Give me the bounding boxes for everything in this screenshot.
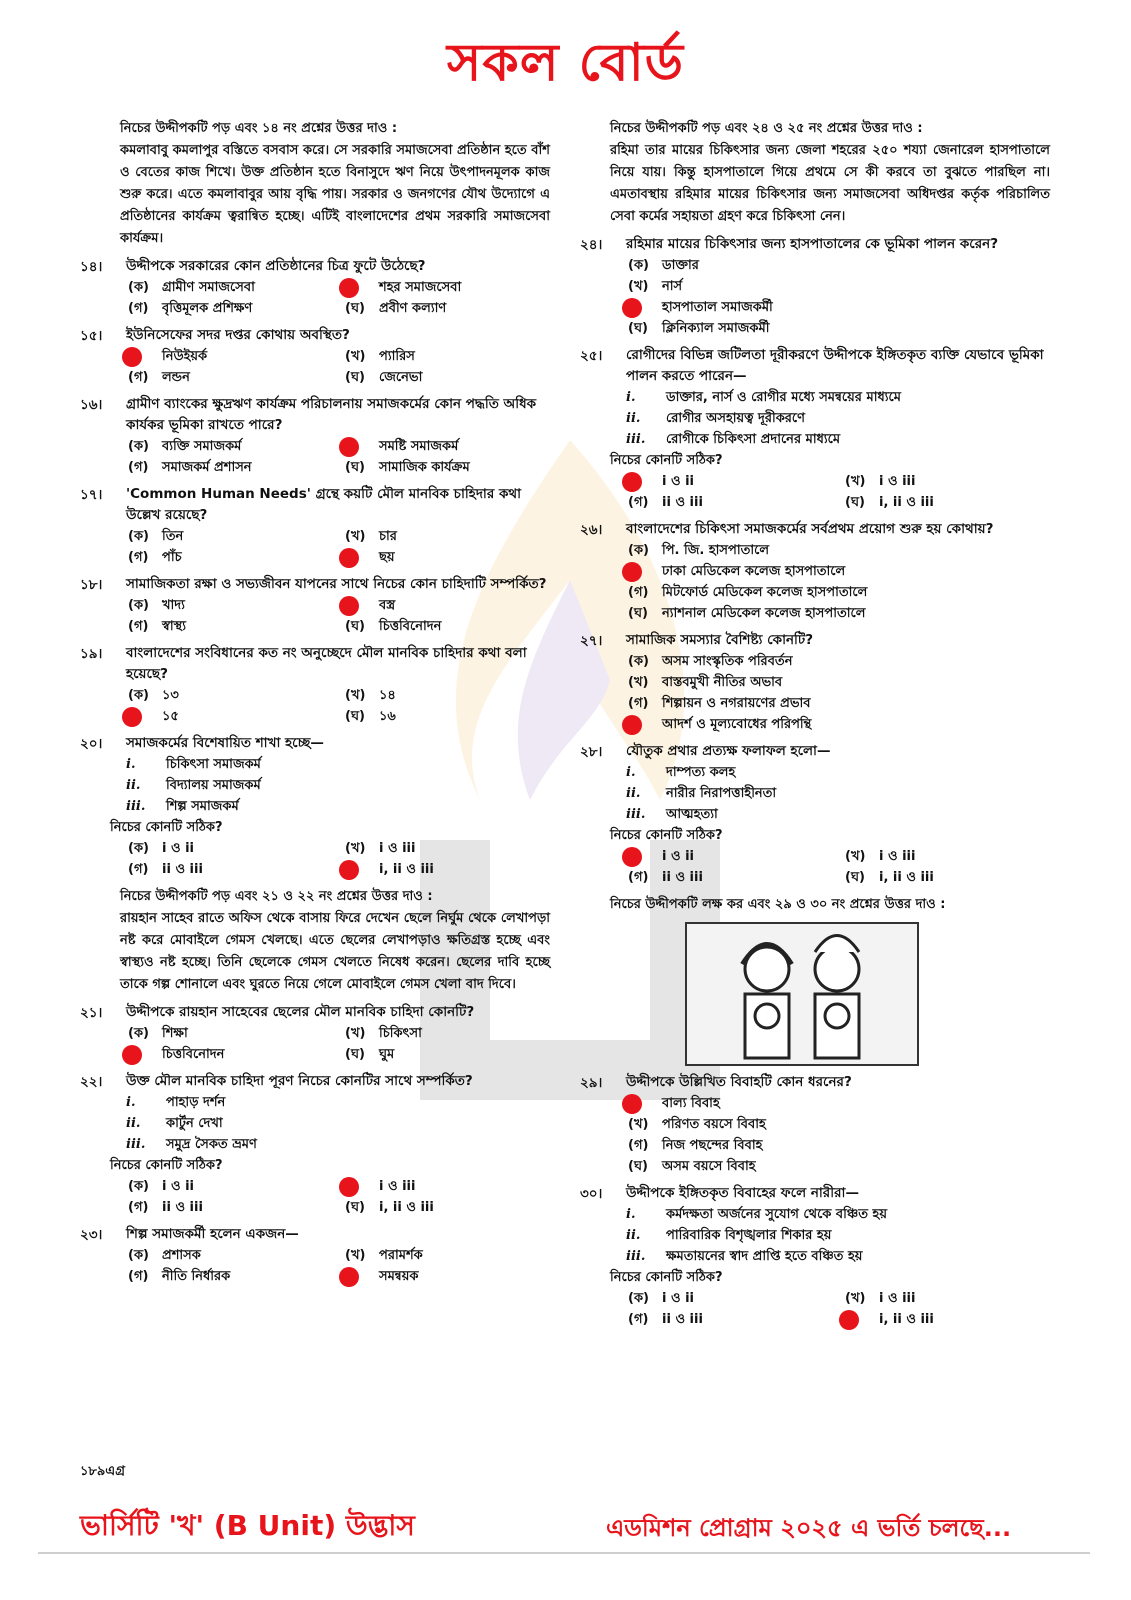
question-23: ২৩। শিল্প সমাজকর্মী হলেন একজন— (ক) প্রশাসক (খ) পরামর্শক (গ) নীতি নির্ধারক সমন্বয়ক	[80, 1224, 550, 1287]
answer-mark	[622, 298, 642, 318]
question-19: ১৯। বাংলাদেশের সংবিধানের কত নং অনুচ্ছেদে মৌল মানবিক চাহিদার কথা বলা হয়েছে? (ক) ১৩ (খ) ১৪ ১৫ (ঘ) ১৬	[80, 643, 550, 727]
option[interactable]: (গ) ii ও iii	[128, 862, 203, 877]
answer-mark	[622, 472, 642, 492]
stimulus-passage: নিচের উদ্দীপকটি লক্ষ কর এবং ২৯ ও ৩০ নং প্রশ্নের উত্তর দাও :	[610, 897, 946, 912]
option[interactable]: (ক) গ্রামীণ সমাজসেবা	[128, 280, 255, 295]
option[interactable]: (খ) ১৪	[345, 688, 396, 703]
option[interactable]: (ঘ) জেনেভা	[345, 370, 423, 385]
option[interactable]: (ক) শিক্ষা	[128, 1026, 188, 1041]
option[interactable]: (গ) লন্ডন	[128, 370, 190, 385]
question-20: ২০। সমাজকর্মের বিশেষায়িত শাখা হচ্ছে— i. চিকিৎসা সমাজকর্ম ii. বিদ্যালয় সমাজকর্ম iii. শিল্প সমাজকর্ম নিচের কোনটি সঠিক? (ক) i ও ii (খ) i ও iii (গ) ii ও iii i, ii ও iii	[80, 733, 550, 880]
answer-mark	[839, 1310, 859, 1330]
option[interactable]: (ঘ) ক্লিনিক্যাল সমাজকর্মী	[628, 321, 770, 336]
option[interactable]: (খ) পরিণত বয়সে বিবাহ	[628, 1117, 766, 1132]
option-marked[interactable]: নিউইয়র্ক	[126, 346, 333, 367]
option[interactable]: (ঘ) i, ii ও iii	[845, 495, 934, 510]
option-marked[interactable]: চিত্তবিনোদন	[126, 1044, 333, 1065]
question-24: ২৪। রহিমার মায়ের চিকিৎসার জন্য হাসপাতালের কে ভূমিকা পালন করেন? (ক) ডাক্তার (খ) নার্স হাসপাতাল সমাজকর্মী (ঘ) ক্লিনিক্যাল সমাজকর্মী	[580, 234, 1050, 339]
footer-brand: ভার্সিটি 'খ' (B Unit) উদ্ভাস	[80, 1509, 415, 1542]
option[interactable]: (ক) তিন	[128, 529, 184, 544]
option-marked[interactable]: i ও ii	[626, 846, 833, 867]
option[interactable]: (ঘ) ঘুম	[345, 1047, 395, 1062]
question-30: ৩০। উদ্দীপকে ইঙ্গিতকৃত বিবাহের ফলে নারীরা— i. কর্মদক্ষতা অর্জনের সুযোগ থেকে বঞ্চিত হয় ii. পারিবারিক বিশৃঙ্খলার শিকার হয় iii. ক্ষমতায়নের স্বাদ প্রাপ্তি হতে বঞ্চিত হয় নিচের কোনটি সঠিক? (ক) i ও ii (খ) i ও iii (গ) ii ও iii i, ii ও iii	[580, 1183, 1050, 1330]
option-marked[interactable]: i, ii ও iii	[843, 1309, 1050, 1330]
answer-mark	[339, 437, 359, 457]
page-title: সকল বোর্ড	[447, 33, 684, 93]
question-26: ২৬। বাংলাদেশের চিকিৎসা সমাজকর্মের সর্বপ্রথম প্রয়োগ শুরু হয় কোথায়? (ক) পি. জি. হাসপাতালে ঢাকা মেডিকেল কলেজ হাসপাতালে (গ) মিটফোর্ড মেডিকেল কলেজ হাসপাতালে (ঘ) ন্যাশনাল মেডিকেল কলেজ হাসপাতালে	[580, 519, 1050, 624]
option-marked[interactable]: ছয়	[343, 547, 550, 568]
option[interactable]: (ঘ) চিত্তবিনোদন	[345, 619, 442, 634]
answer-mark	[339, 1177, 359, 1197]
option[interactable]: (ক) i ও ii	[128, 841, 194, 856]
question-29: ২৯। উদ্দীপকে উল্লিখিত বিবাহটি কোন ধরনের? বাল্য বিবাহ (খ) পরিণত বয়সে বিবাহ (গ) নিজ পছন্দের বিবাহ (ঘ) অসম বয়সে বিবাহ	[580, 1072, 1050, 1177]
option[interactable]: (ক) ১৩	[128, 688, 179, 703]
question-22: ২২। উক্ত মৌল মানবিক চাহিদা পূরণ নিচের কোনটির সাথে সম্পর্কিত? i. পাহাড় দর্শন ii. কার্টুন দেখা iii. সমুদ্র সৈকত ভ্রমণ নিচের কোনটি সঠিক? (ক) i ও ii i ও iii (গ) ii ও iii (ঘ) i, ii ও iii	[80, 1071, 550, 1218]
option-marked[interactable]: আদর্শ ও মূল্যবোধের পরিপন্থি	[626, 714, 1050, 735]
answer-mark	[622, 1094, 642, 1114]
option-marked[interactable]: ১৫	[126, 706, 333, 727]
left-column	[80, 118, 550, 1293]
option[interactable]: (খ) i ও iii	[845, 474, 916, 489]
option[interactable]: (ঘ) সামাজিক কার্যক্রম	[345, 460, 470, 475]
option[interactable]: (খ) i ও iii	[845, 1291, 916, 1306]
option[interactable]: (খ) নার্স	[628, 279, 683, 294]
answer-mark	[622, 847, 642, 867]
option[interactable]: (ক) ব্যক্তি সমাজকর্ম	[128, 439, 242, 454]
footer-divider	[38, 1552, 1090, 1554]
footer-promo: এডমিশন প্রোগ্রাম ২০২৫ এ ভর্তি চলছে...	[606, 1514, 1012, 1542]
answer-mark	[339, 278, 359, 298]
answer-mark	[339, 860, 359, 880]
option[interactable]: (গ) মিটফোর্ড মেডিকেল কলেজ হাসপাতালে	[628, 585, 868, 600]
option[interactable]: (খ) প্যারিস	[345, 349, 415, 364]
answer-mark	[122, 707, 142, 727]
option[interactable]: (খ) i ও iii	[845, 849, 916, 864]
question-28: ২৮। যৌতুক প্রথার প্রত্যক্ষ ফলাফল হলো— i. দাম্পত্য কলহ ii. নারীর নিরাপত্তাহীনতা iii. আত্মহত্যা নিচের কোনটি সঠিক? i ও ii (খ) i ও iii (গ) ii ও iii (ঘ) i, ii ও iii	[580, 741, 1050, 888]
option-marked[interactable]: হাসপাতাল সমাজকর্মী	[626, 297, 1050, 318]
answer-mark	[122, 347, 142, 367]
option[interactable]: (খ) পরামর্শক	[345, 1248, 423, 1263]
option[interactable]: (ক) i ও ii	[628, 1291, 694, 1306]
option-marked[interactable]: বাল্য বিবাহ	[626, 1093, 1050, 1114]
option[interactable]: (ঘ) i, ii ও iii	[845, 870, 934, 885]
option[interactable]: (ঘ) ন্যাশনাল মেডিকেল কলেজ হাসপাতালে	[628, 606, 866, 621]
option[interactable]: (ঘ) i, ii ও iii	[345, 1200, 434, 1215]
option-marked[interactable]: শহর সমাজসেবা	[343, 277, 550, 298]
stimulus-passage: নিচের উদ্দীপকটি পড় এবং ২১ ও ২২ নং প্রশ্নের উত্তর দাও : রায়হান সাহেব রাতে অফিস থেকে বাসায় ফিরে দেখেন ছেলে নির্ঘুম থেকে লেখাপড়া নষ্ট করে মোবাইলে গেমস খেলছে। এতে ছেলের লেখাপড়াও ক্ষতিগ্রস্ত হচ্ছে এবং স্বাস্থ্যও নষ্ট হচ্ছে। তিনি ছেলেকে গেমস খেলতে নিষেধ করেন। ছেলের দাবি হচ্ছে তাকে গল্প শোনালে এবং ঘুরতে নিয়ে গেলে মোবাইলে গেমস খেলা বাদ দিবে।	[120, 889, 550, 992]
option-marked[interactable]: i, ii ও iii	[343, 859, 550, 880]
answer-mark	[339, 548, 359, 568]
answer-mark	[122, 1045, 142, 1065]
option[interactable]: (গ) স্বাস্থ্য	[128, 619, 187, 634]
option[interactable]: (গ) নীতি নির্ধারক	[128, 1269, 231, 1284]
option[interactable]: (গ) ii ও iii	[128, 1200, 203, 1215]
option-marked[interactable]: বস্ত্র	[343, 595, 550, 616]
option[interactable]: (খ) বাস্তবমুখী নীতির অভাব	[628, 675, 783, 690]
option[interactable]: (গ) ii ও iii	[628, 870, 703, 885]
answer-mark	[622, 562, 642, 582]
bride-groom-illustration	[687, 924, 917, 1064]
option-marked[interactable]: ঢাকা মেডিকেল কলেজ হাসপাতালে	[626, 561, 1050, 582]
answer-mark	[622, 715, 642, 735]
question-18: ১৮। সামাজিকতা রক্ষা ও সভ্যজীবন যাপনের সাথে নিচের কোন চাহিদাটি সম্পর্কিত? (ক) খাদ্য বস্ত্র (গ) স্বাস্থ্য (ঘ) চিত্তবিনোদন	[80, 574, 550, 637]
option[interactable]: (গ) নিজ পছন্দের বিবাহ	[628, 1138, 763, 1153]
question-21: ২১। উদ্দীপকে রায়হান সাহেবের ছেলের মৌল মানবিক চাহিদা কোনটি? (ক) শিক্ষা (খ) চিকিৎসা চিত্তবিনোদন (ঘ) ঘুম	[80, 1002, 550, 1065]
option-marked[interactable]: সমষ্টি সমাজকর্ম	[343, 436, 550, 457]
answer-mark	[339, 1267, 359, 1287]
option[interactable]: (গ) সমাজকর্ম প্রশাসন	[128, 460, 252, 475]
option[interactable]: (গ) বৃত্তিমূলক প্রশিক্ষণ	[128, 301, 253, 316]
option[interactable]: (ঘ) প্রবীণ কল্যাণ	[345, 301, 447, 316]
option[interactable]: (ঘ) অসম বয়সে বিবাহ	[628, 1159, 756, 1174]
question-14: ১৪। উদ্দীপকে সরকারের কোন প্রতিষ্ঠানের চিত্র ফুটে উঠেছে? (ক) গ্রামীণ সমাজসেবা শহর সমাজসেবা (গ) বৃত্তিমূলক প্রশিক্ষণ (ঘ) প্রবীণ কল্যাণ	[80, 256, 550, 319]
option[interactable]: (ঘ) ১৬	[345, 709, 396, 724]
option[interactable]: (গ) ii ও iii	[628, 1312, 703, 1327]
question-16: ১৬। গ্রামীণ ব্যাংকের ক্ষুদ্রঋণ কার্যক্রম পরিচালনায় সমাজকর্মের কোন পদ্ধতি অধিক কার্যকর ভূমিকা রাখতে পারে? (ক) ব্যক্তি সমাজকর্ম সমষ্টি সমাজকর্ম (গ) সমাজকর্ম প্রশাসন (ঘ) সামাজিক কার্যক্রম	[80, 394, 550, 478]
answer-mark	[339, 596, 359, 616]
option[interactable]: (ক) খাদ্য	[128, 598, 185, 613]
option[interactable]: (খ) চিকিৎসা	[345, 1026, 422, 1041]
option-marked[interactable]: i ও iii	[343, 1176, 550, 1197]
wedding-illustration	[685, 922, 919, 1066]
option[interactable]: (খ) চার	[345, 529, 397, 544]
option[interactable]: (গ) ii ও iii	[628, 495, 703, 510]
option[interactable]: (ক) ডাক্তার	[628, 258, 699, 273]
question-25: ২৫। রোগীদের বিভিন্ন জটিলতা দূরীকরণে উদ্দীপকে ইঙ্গিতকৃত ব্যক্তি যেভাবে ভূমিকা পালন করতে পারেন— i. ডাক্তার, নার্স ও রোগীর মধ্যে সমন্বয়ের মাধ্যমে ii. রোগীর অসহায়ত্ব দূরীকরণে iii. রোগীকে চিকিৎসা প্রদানের মাধ্যমে নিচের কোনটি সঠিক? i ও ii (খ) i ও iii (গ) ii ও iii (ঘ) i, ii ও iii	[580, 345, 1050, 513]
option[interactable]: (গ) পাঁচ	[128, 550, 182, 565]
question-17: ১৭। 'Common Human Needs' গ্রন্থে কয়টি মৌল মানবিক চাহিদার কথা উল্লেখ রয়েছে? (ক) তিন (খ) চার (গ) পাঁচ ছয়	[80, 484, 550, 568]
option[interactable]: (ক) পি. জি. হাসপাতালে	[628, 543, 770, 558]
option[interactable]: (ক) i ও ii	[128, 1179, 194, 1194]
option[interactable]: (ক) প্রশাসক	[128, 1248, 201, 1263]
question-15: ১৫। ইউনিসেফের সদর দপ্তর কোথায় অবস্থিত? নিউইয়র্ক (খ) প্যারিস (গ) লন্ডন (ঘ) জেনেভা	[80, 325, 550, 388]
option[interactable]: (খ) i ও iii	[345, 841, 416, 856]
stimulus-passage: নিচের উদ্দীপকটি পড় এবং ২৪ ও ২৫ নং প্রশ্নের উত্তর দাও : রহিমা তার মায়ের চিকিৎসার জন্য জেলা শহরের ২৫০ শয্যা জেনারেল হাসপাতালে নিয়ে যায়। কিন্তু হাসপাতালে গিয়ে প্রথমে সে কী করবে তা বুঝতে পারছিল না। এমতাবস্থায় রহিমার মায়ের চিকিৎসার জন্য সমাজসেবা অধিদপ্তর কর্তৃক পরিচালিত সেবা কর্মের সহায়তা গ্রহণ করে চিকিৎসা নেন।	[610, 121, 1050, 224]
right-column	[580, 118, 1050, 1336]
option[interactable]: (গ) শিল্পায়ন ও নগরায়ণের প্রভাব	[628, 696, 811, 711]
question-27: ২৭। সামাজিক সমস্যার বৈশিষ্ট্য কোনটি? (ক) অসম সাংস্কৃতিক পরিবর্তন (খ) বাস্তবমুখী নীতির অভাব (গ) শিল্পায়ন ও নগরায়ণের প্রভাব আদর্শ ও মূল্যবোধের পরিপন্থি	[580, 630, 1050, 735]
page-number: ১৮৯এগ্র	[80, 1464, 125, 1479]
stimulus-passage: নিচের উদ্দীপকটি পড় এবং ১৪ নং প্রশ্নের উত্তর দাও : কমলাবাবু কমলাপুর বস্তিতে বসবাস করে। সে সরকারি সমাজসেবা প্রতিষ্ঠান হতে বাঁশ ও বেতের কাজ শিখে। উক্ত প্রতিষ্ঠান হতে বিনাসুদে ঋণ নিয়ে উৎপাদনমূলক কাজ শুরু করে। এতে কমলাবাবুর আয় বৃদ্ধি পায়। সরকার ও জনগণের যৌথ উদ্যোগে এ প্রতিষ্ঠানের কার্যক্রম ত্বরান্বিত হচ্ছে। এটিই বাংলাদেশের প্রথম সরকারি সমাজসেবা কার্যক্রম।	[120, 121, 550, 246]
option-marked[interactable]: i ও ii	[626, 471, 833, 492]
option[interactable]: (ক) অসম সাংস্কৃতিক পরিবর্তন	[628, 654, 793, 669]
option-marked[interactable]: সমন্বয়ক	[343, 1266, 550, 1287]
